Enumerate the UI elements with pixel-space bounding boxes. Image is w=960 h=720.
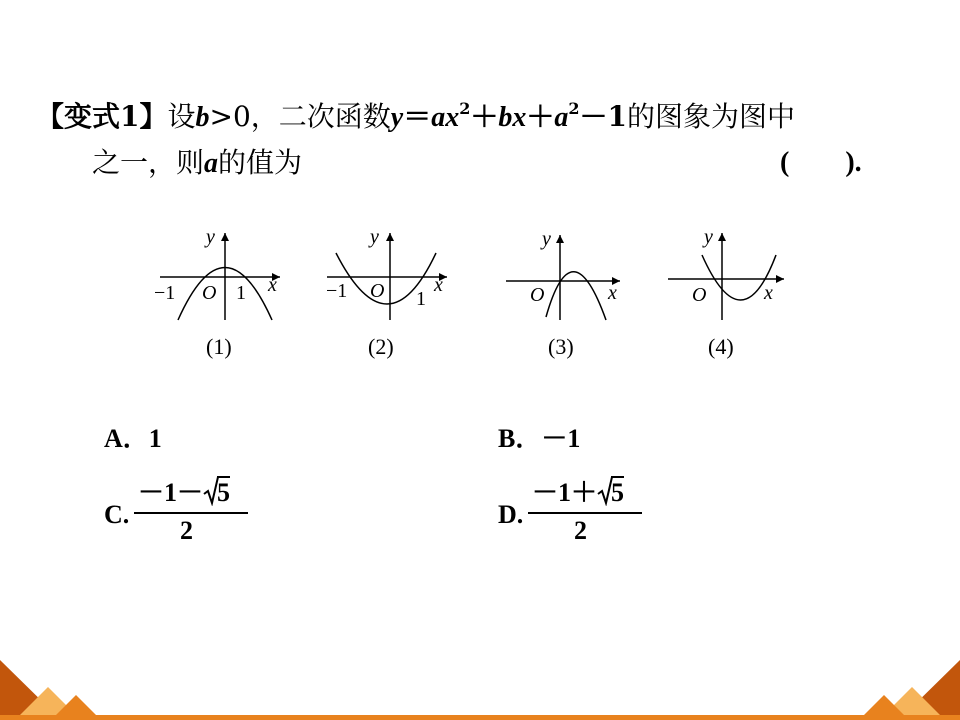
- option-b[interactable]: [498, 418, 580, 455]
- graph-1-origin: O: [202, 282, 217, 304]
- option-d-denominator: 2: [574, 516, 587, 545]
- option-c-label[interactable]: C.: [104, 500, 130, 529]
- graph-2-x-label: x: [434, 274, 443, 296]
- exponent-1: 2: [459, 99, 471, 118]
- footer-bar: [0, 715, 960, 720]
- equals-sign: ＝: [403, 100, 432, 133]
- term-a: a: [554, 102, 569, 133]
- graph-1-caption: (1): [206, 334, 232, 359]
- option-c-sqrt: [203, 478, 230, 508]
- plus-sign-2: ＋: [526, 100, 555, 133]
- graph-3-x-label: x: [608, 282, 617, 304]
- answer-blank: ( ).: [780, 147, 862, 178]
- graph-4-x-label: x: [764, 282, 773, 304]
- graph-1-x-label: x: [268, 274, 277, 296]
- option-d-radicand: 5: [611, 478, 625, 507]
- option-c-num-text: －1－: [138, 478, 204, 507]
- graph-4-svg: [664, 225, 794, 325]
- question-line-2: [92, 146, 302, 181]
- option-a[interactable]: [104, 418, 162, 455]
- graph-4-origin: O: [692, 284, 707, 306]
- option-d-numerator: [532, 472, 624, 509]
- term-ax: ax: [431, 102, 460, 133]
- question-condition: >0，二次函数: [209, 100, 391, 133]
- graph-1-neg1: −1: [154, 282, 176, 304]
- var-b: b: [195, 102, 210, 133]
- parabola-3: [546, 272, 606, 320]
- var-a: a: [204, 148, 219, 179]
- option-d-sqrt: [597, 478, 624, 508]
- graph-1-svg: [150, 225, 290, 325]
- graph-1-y-label: y: [206, 226, 215, 248]
- graph-4-y-label: y: [704, 226, 713, 248]
- sqrt-icon: [203, 476, 219, 506]
- option-d-fraction: [526, 472, 646, 552]
- option-a-label: A．: [104, 424, 149, 453]
- graph-2-origin: O: [370, 280, 385, 302]
- exponent-2: 2: [568, 99, 580, 118]
- graph-1: [150, 225, 290, 325]
- option-c-fraction-bar: [134, 512, 248, 514]
- graph-3-y-label: y: [542, 228, 551, 250]
- var-y: y: [390, 102, 404, 133]
- option-d-num-text: －1＋: [532, 478, 598, 507]
- option-b-value: －1: [541, 424, 581, 453]
- plus-sign-1: ＋: [470, 100, 499, 133]
- question-line-1: [36, 92, 795, 135]
- term-bx: bx: [498, 102, 527, 133]
- option-c-fraction: [132, 472, 252, 552]
- question-line2-post: 的值为: [218, 146, 303, 179]
- footer-decoration: [0, 660, 960, 720]
- question-intro: 设: [167, 100, 196, 133]
- option-c-denominator: 2: [180, 516, 193, 545]
- graph-4-caption: (4): [708, 334, 734, 359]
- question-line2-pre: 之一，则: [92, 146, 205, 179]
- option-c-radicand: 5: [217, 478, 231, 507]
- option-c-numerator: [138, 472, 230, 509]
- graph-2-pos1: 1: [416, 288, 426, 310]
- graph-3: [502, 225, 632, 325]
- graph-1-pos1: 1: [236, 282, 246, 304]
- question-tail: 的图象为图中: [627, 100, 796, 133]
- graph-3-svg: [502, 225, 632, 325]
- option-b-label: B．: [498, 424, 542, 453]
- option-a-value: 1: [148, 424, 162, 453]
- option-d-fraction-bar: [528, 512, 642, 514]
- term-minus-one: －1: [579, 100, 628, 133]
- sqrt-icon: [597, 476, 613, 506]
- option-d-label[interactable]: D.: [498, 500, 524, 529]
- graph-2-neg1: −1: [326, 280, 348, 302]
- graph-2: [322, 225, 462, 325]
- graph-3-caption: (3): [548, 334, 574, 359]
- graph-2-y-label: y: [370, 226, 379, 248]
- graph-2-caption: (2): [368, 334, 394, 359]
- graph-3-origin: O: [530, 284, 545, 306]
- graph-4: [664, 225, 794, 325]
- graph-2-svg: [322, 225, 462, 325]
- question-tag: 【变式1】: [36, 100, 168, 133]
